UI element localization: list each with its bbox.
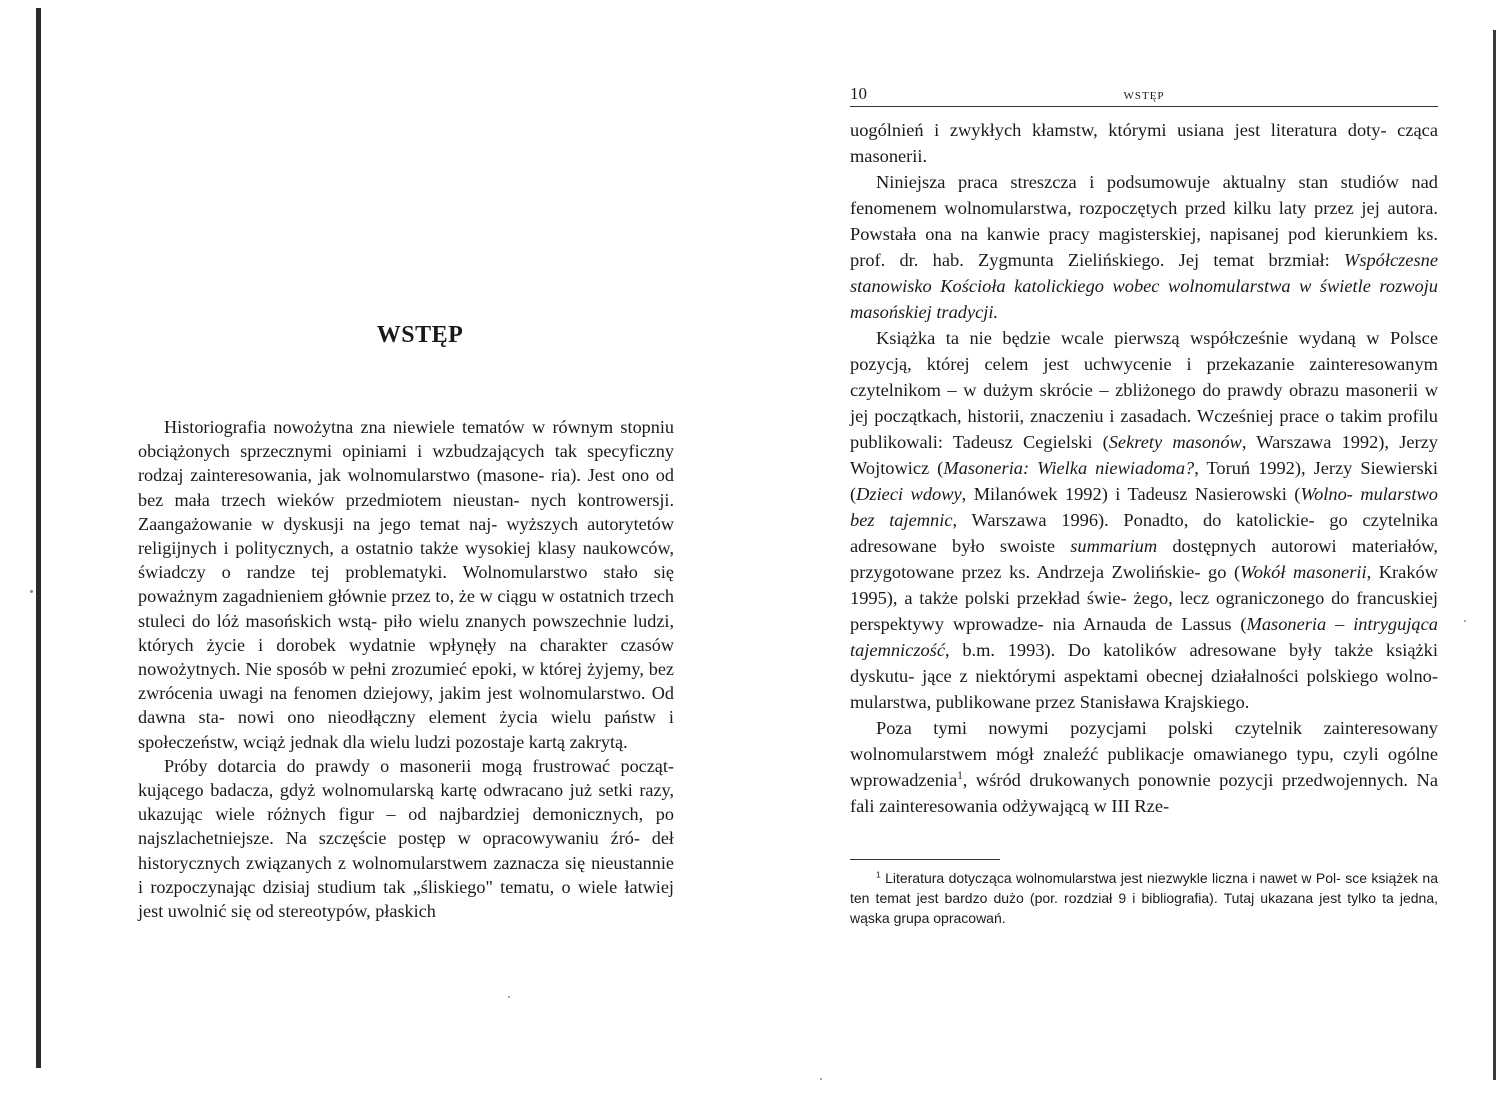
book-title: Wokół masonerii	[1240, 562, 1367, 582]
right-page-body	[850, 117, 1438, 819]
book-title: Masoneria: Wielka niewiadoma?	[943, 458, 1195, 478]
paragraph: Historiografia nowożytna zna niewiele tematów w równym stopniu obciążonych sprzecznymi opiniami i wzbudzających tak specyficzny rodzaj zainteresowania, jak wolnomularstwo (masone- ria). Jest ono od bez mała trzech wieków przedmiotem nieustan- nych kontrowersji. Zaangażowanie w dyskusji na jego temat naj- wyższych autorytetów religijnych i politycznych, a ostatnio także wysokiej klasy naukowców, świadczy o randze tej problematyki. Wolnomularstwo stało się poważnym zagadnieniem głównie przez to, że w ciągu w ostatnich trzech stuleci do lóż masońskich wstą- piło wielu znanych powszechnie ludzi, których życie i dorobek wydatnie wpłynęły na charakter czasów nowożytnych. Nie sposób w pełni zrozumieć epoki, w której żyjemy, bez zwrócenia uwagi na fenomen dziejowy, jakim jest wolnomularstwo. Od dawna sta- nowi ono nieodłączny element życia wielu państw i społeczeństw, wciąż jednak dla wielu ludzi pozostaje kartą zakrytą.	[138, 417, 674, 752]
page-number: 10	[850, 84, 867, 103]
left-page	[138, 300, 674, 923]
paragraph: Niniejsza praca streszcza i podsumowuje aktualny stan studiów nad fenomenem wolnomularstwa, rozpoczętych przed kilku laty przez jej autora. Powstała ona na kanwie pracy magisterskiej, napisanej pod kierunkiem ks. prof. dr. hab. Zygmunta Zielińskiego. Jej temat brzmiał: Współczesne stanowisko Kościoła katolickiego wobec wolnomularstwa w świetle rozwoju masońskiej tradycji.	[850, 172, 1438, 322]
paragraph: Próby dotarcia do prawdy o masonerii mogą frustrować począt- kującego badacza, gdyż wolnomularską kartę odwracano już setki razy, ukazując wiele różnych figur – od najbardziej demonicznych, po najszlachetniejsze. Na szczęście postęp w opracowywaniu źró- deł historycznych związanych z wolnomularstwem zaznacza się nieustannie i rozpoczynając dzisiaj studium tak „śliskiego" tematu, o wiele łatwiej jest uwolnić się od stereotypów, płaskich	[138, 755, 674, 922]
book-title: Sekrety masonów	[1108, 432, 1242, 452]
footnote-divider	[850, 859, 1000, 860]
footnote: $^1$ Literatura dotycząca wolnomularstwa jest niezwykle liczna i nawet w Pol- sce książek na ten temat jest bardzo dużo (por. rozdział 9 i bibliografia). Tutaj ukazana jest tylko ta jedna, wąska grupa opracowań.	[850, 869, 1439, 926]
book-title: Masoneria – intrygująca tajemniczość	[850, 614, 1438, 660]
right-page	[850, 84, 1438, 928]
running-head	[850, 84, 1438, 107]
thesis-title: Współczesne stanowisko Kościoła katolickiego wobec wolnomularstwa w świetle rozwoju masońskiej tradycji.	[850, 250, 1438, 322]
paragraph: uogólnień i zwykłych kłamstw, którymi usiana jest literatura doty- cząca masonerii.	[850, 120, 1438, 166]
book-title: Wolno- mularstwo bez tajemnic	[850, 484, 1439, 530]
paragraph: Poza tymi nowymi pozycjami polski czytelnik zainteresowany wolnomularstwem mógł znaleźć publikacje omawianego typu, czyli ogólne wprowadzenia$^1$, wśród drukowanych ponownie pozycji przedwojennych. Na fali zainteresowania odżywającą w III Rze-	[850, 718, 1438, 816]
scan-speck	[820, 1078, 822, 1080]
scan-binding-edge	[36, 8, 41, 1068]
scan-speck	[1464, 620, 1466, 622]
running-title: WSTĘP	[1123, 90, 1165, 102]
left-page-body	[138, 415, 674, 923]
scan-page-edge	[1493, 30, 1496, 1080]
footnote-marker: 1	[876, 869, 881, 880]
footnote-reference[interactable]: 1	[957, 769, 963, 782]
scan-speck	[508, 996, 510, 998]
scan-speck	[30, 590, 33, 593]
paragraph: Książka ta nie będzie wcale pierwszą współcześnie wydaną w Polsce pozycją, której celem jest uchwycenie i przekazanie zainteresowanym czytelnikom – w dużym skrócie – zbliżonego do prawdy obrazu masonerii w jej początkach, historii, znaczeniu i zasadach. Wcześniej prace o takim profilu publikowali: Tadeusz Cegielski (Sekrety masonów, Warszawa 1992), Jerzy Wojtowicz (Masoneria: Wielka niewiadoma?, Toruń 1992), Jerzy Siewierski (Dzieci wdowy, Milanówek 1992) i Tadeusz Nasierowski (Wolno- mularstwo bez tajemnic, Warszawa 1996). Ponadto, do katolickie- go czytelnika adresowane było swoiste summarium dostępnych autorowi materiałów, przygotowane przez ks. Andrzeja Zwolińskie- go (Wokół masonerii, Kraków 1995), a także polski przekład świe- żego, lecz ograniczonego do francuskiej perspektywy wprowadze- nia Arnauda de Lassus (Masoneria – intrygująca tajemniczość, b.m. 1993). Do katolików adresowane były także książki dyskutu- jące z niektórymi aspektami obecnej działalności polskiego wolno- mularstwa, publikowane przez Stanisława Krajskiego.	[850, 328, 1439, 712]
chapter-title: WSTĘP	[376, 322, 464, 348]
book-title: Dzieci wdowy	[856, 484, 962, 504]
latin-term: summarium	[1070, 536, 1158, 556]
